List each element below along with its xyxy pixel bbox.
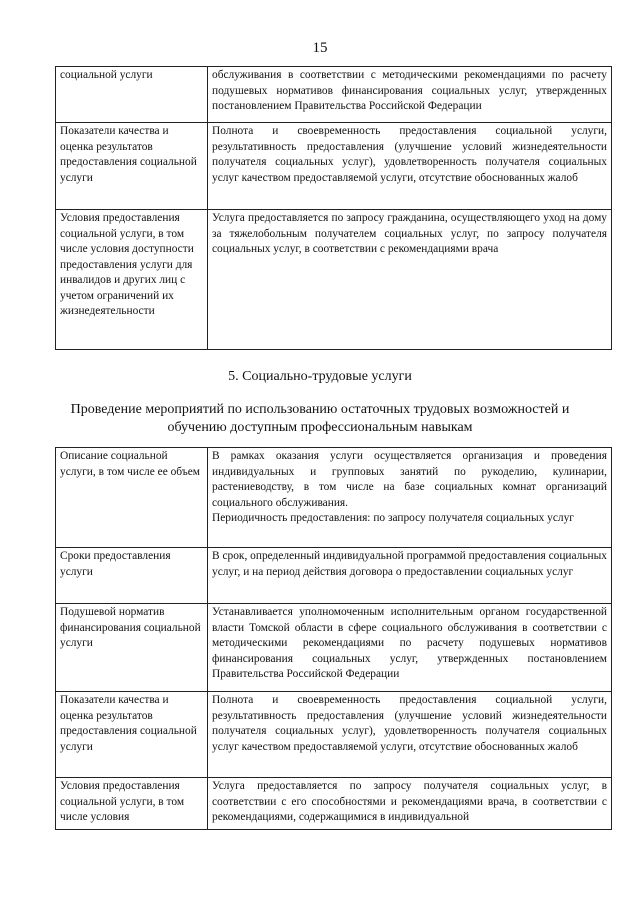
table-row — [56, 778, 612, 830]
row-value: Услуга предоставляется по запросу получателя социальных услуг, в соответствии с его способностями и рекомендациями врача, в соответствии с рекомендациями, содержащимися в индивидуальной — [208, 778, 612, 830]
service-table-1 — [55, 66, 612, 350]
row-label: социальной услуги — [56, 67, 208, 123]
table-row — [56, 548, 612, 604]
section-title: 5. Социально-трудовые услуги — [228, 369, 412, 384]
table-row — [56, 210, 612, 350]
row-label: Сроки предоставления услуги — [56, 548, 208, 604]
table-row — [56, 692, 612, 778]
row-value: обслуживания в соответствии с методическими рекомендациями по расчету подушевых нормативов финансирования социальных услуг, утвержденных постановлением Правительства Российской Федерации — [208, 67, 612, 123]
row-label: Показатели качества и оценка результатов предоставления социальной услуги — [56, 123, 208, 210]
table-row — [56, 67, 612, 123]
row-value: Полнота и своевременность предоставления социальной услуги, результативность предоставления (улучшение условий жизнедеятельности получателя социальных услуг), удовлетворенность получателя социальных услуг качеством предоставляемой услуги, отсутствие обоснованных жалоб — [208, 123, 612, 210]
table-row — [56, 448, 612, 548]
table-row — [56, 123, 612, 210]
row-value: В срок, определенный индивидуальной программой предоставления социальных услуг, и на период действия договора о предоставлении социальных услуг — [208, 548, 612, 604]
row-value: Устанавливается уполномоченным исполнительным органом государственной власти Томской области в сфере социального обслуживания в соответствии с методическими рекомендациями по расчету подушевых нормативов финансирования социальных услуг, утвержденных постановлением Правительства Российской Федерации — [208, 604, 612, 692]
table-row — [56, 604, 612, 692]
page-number: 15 — [312, 40, 328, 56]
row-value: Услуга предоставляется по запросу гражданина, осуществляющего уход на дому за тяжелобольным получателем социальных услуг, по запросу получателя социальных услуг, в соответствии с рекомендациями врача — [208, 210, 612, 350]
row-label: Условия предоставления социальной услуги, в том числе условия — [56, 778, 208, 830]
service-subtitle: Проведение мероприятий по использованию остаточных трудовых возможностей и обучению доступным профессиональным навыкам — [70, 402, 570, 435]
row-value: Полнота и своевременность предоставления социальной услуги, результативность предоставления (улучшение условий жизнедеятельности получателя социальных услуг), удовлетворенность получателя социальных услуг качеством предоставляемой услуги, отсутствие обоснованных жалоб — [208, 692, 612, 778]
service-table-2 — [55, 447, 612, 830]
row-label: Подушевой норматив финансирования социальной услуги — [56, 604, 208, 692]
row-value: В рамках оказания услуги осуществляется организация и проведения индивидуальных и групповых занятий по рукоделию, кулинарии, растениеводству, в том числе на базе социальных комнат организаций социального обслуживания. Периодичность предоставления: по запросу получателя социальных услуг — [208, 448, 612, 548]
row-label: Показатели качества и оценка результатов предоставления социальной услуги — [56, 692, 208, 778]
row-label: Описание социальной услуги, в том числе ее объем — [56, 448, 208, 548]
row-label: Условия предоставления социальной услуги, в том числе условия доступности предоставления услуги для инвалидов и других лиц с учетом ограничений их жизнедеятельности — [56, 210, 208, 350]
